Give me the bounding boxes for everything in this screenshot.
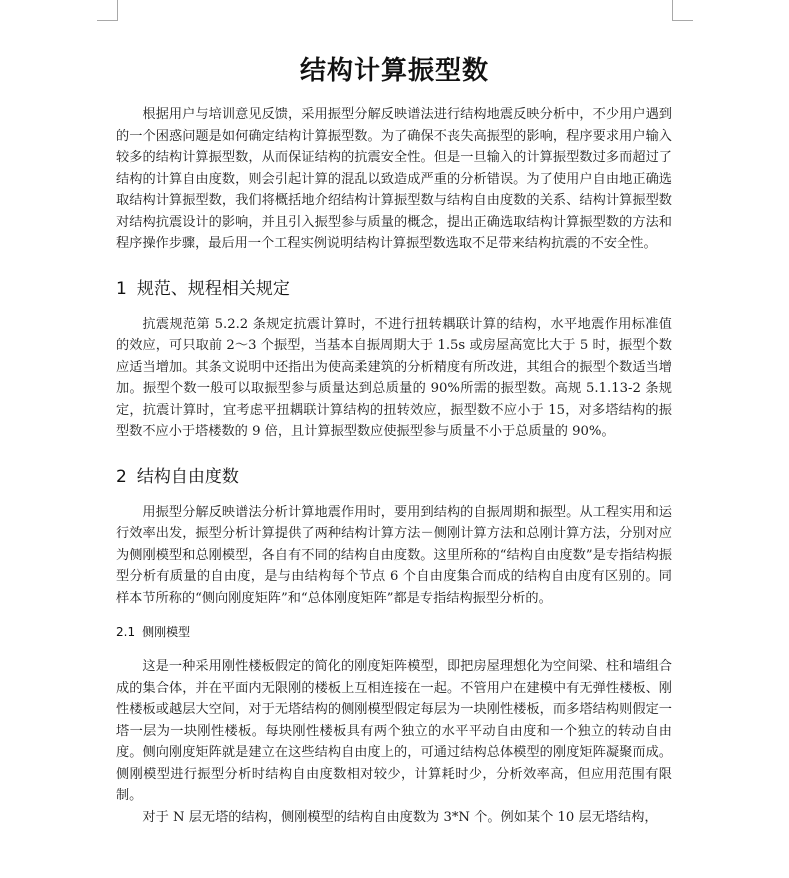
- section-2-number: 2: [116, 466, 127, 487]
- section-2-1-paragraph: 这是一种采用刚性楼板假定的简化的刚度矩阵模型，即把房屋理想化为空间梁、柱和墙组合成的集合体，并在平面内无限刚的楼板上互相连接在一起。不管用户在建模中有无弹性楼板、刚性楼板或越层大空间，对于无塔结构的侧刚模型假定每层为一块刚性楼板，而多塔结构则假定一塔一层为一块刚性楼板。每块刚性楼板具有两个独立的水平平动自由度和一个独立的转动自由度。侧向刚度矩阵就是建立在这些结构自由度上的，可通过结构总体模型的刚度矩阵凝聚而成。侧刚模型进行振型分析时结构自由度数相对较少，计算耗时少，分析效率高，但应用范围有限制。: [116, 659, 672, 803]
- section-2-1-number: 2.1: [116, 625, 136, 639]
- intro-paragraph: 根据用户与培训意见反馈，采用振型分解反映谱法进行结构地震反映分析中，不少用户遇到的一个困惑问题是如何确定结构计算振型数。为了确保不丧失高振型的影响，程序要求用户输入较多的结构计算振型数，从而保证结构的抗震安全性。但是一旦输入的计算振型数过多而超过了结构的计算自由度数，则会引起计算的混乱以致造成严重的分析错误。为了使用户自由地正确选取结构计算振型数，我们将概括地介绍结构计算振型数与结构自由度数的关系、结构计算振型数对结构抗震设计的影响，并且引入振型参与质量的概念，提出正确选取结构计算振型数的方法和程序操作步骤，最后用一个工程实例说明结构计算振型数选取不足带来结构抗震的不安全性。: [116, 107, 672, 251]
- section-2-1-heading: [116, 623, 672, 640]
- section-2-1-title: 侧刚模型: [142, 625, 191, 639]
- section-2-heading: [116, 462, 672, 487]
- section-2-title: 结构自由度数: [136, 466, 239, 487]
- document-body: [116, 104, 672, 828]
- page-corner-mark-right: [672, 0, 693, 21]
- section-2-1-paragraph-continued: 对于 N 层无塔的结构，侧刚模型的结构自由度数为 3*N 个。例如某个 10 层无塔结构，: [142, 809, 658, 825]
- section-1-title: 规范、规程相关规定: [136, 278, 290, 299]
- section-1-heading: [116, 274, 672, 299]
- section-1-paragraph: 抗震规范第 5.2.2 条规定抗震计算时，不进行扭转耦联计算的结构，水平地震作用标准值的效应，可只取前 2～3 个振型，当基本自振周期大于 1.5s 或房屋高宽比大于 5 时，振型个数应适当增加。其条文说明中还指出为使高柔建筑的分析精度有所改进，其组合的振型个数适当增加。振型个数一般可以取振型参与质量达到总质量的 90%所需的振型数。高规 5.1.13-2 条规定，抗震计算时，宜考虑平扭耦联计算结构的扭转效应，振型数不应小于 15，对多塔结构的振型数不应小于塔楼数的 9 倍，且计算振型数应使振型参与质量不小于总质量的 90%。: [116, 316, 672, 439]
- section-1-number: 1: [116, 278, 127, 299]
- page-corner-mark-left: [97, 0, 118, 21]
- section-2-paragraph: 用振型分解反映谱法分析计算地震作用时，要用到结构的自振周期和振型。从工程实用和运行效率出发，振型分析计算提供了两种结构计算方法－侧刚计算方法和总刚计算方法，分别对应为侧刚模型和总刚模型，各自有不同的结构自由度数。这里所称的“结构自由度数”是专指结构振型分析有质量的自由度，是与由结构每个节点 6 个自由度集合而成的结构自由度有区别的。同样本节所称的“侧向刚度矩阵”和“总体刚度矩阵”都是专指结构振型分析的。: [116, 504, 672, 606]
- document-title: 结构计算振型数: [299, 56, 489, 86]
